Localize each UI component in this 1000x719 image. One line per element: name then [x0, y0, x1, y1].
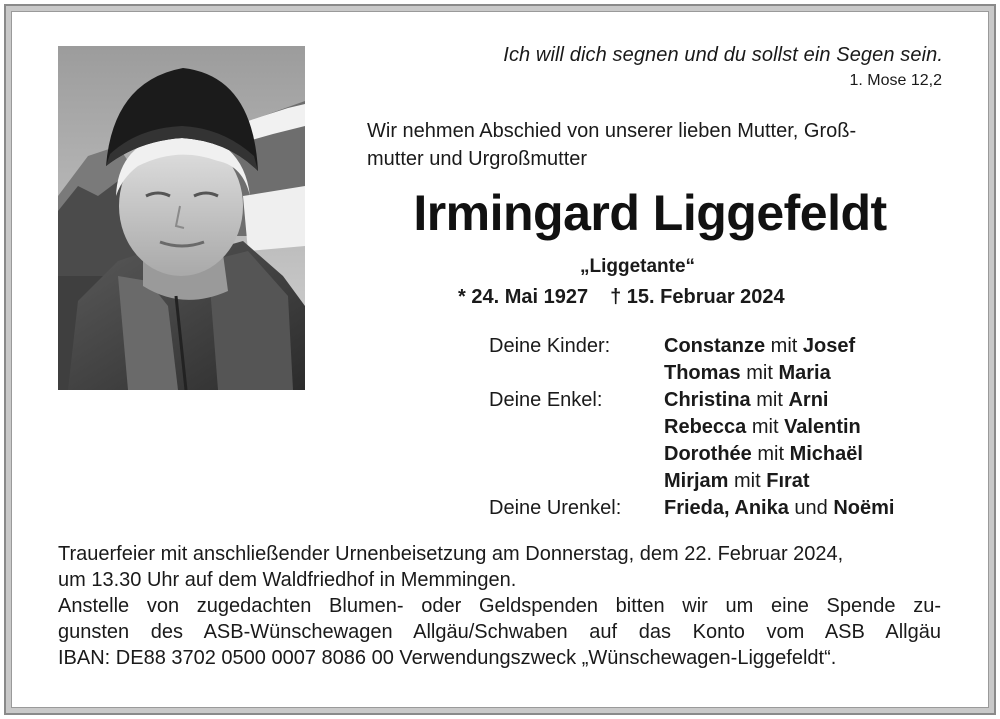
family-connector: mit	[746, 416, 785, 438]
family-connector: mit	[728, 470, 767, 492]
family-row	[489, 495, 894, 522]
intro-text	[367, 117, 947, 173]
family-member-line	[664, 414, 861, 441]
family-member-name: Arni	[788, 389, 829, 411]
family-member-name: Noëmi	[833, 497, 895, 519]
family-connector: mit	[740, 362, 779, 384]
family-member-name: Rebecca	[664, 416, 747, 438]
notice-line: Trauerfeier mit anschließender Urnenbeisetzung am Donnerstag, dem 22. Februar 2024,	[58, 543, 844, 565]
funeral-notice	[58, 541, 941, 671]
family-member-line	[664, 333, 855, 360]
family-row	[489, 387, 894, 414]
family-connector: und	[788, 497, 834, 519]
family-row	[489, 468, 894, 495]
family-list	[489, 333, 894, 522]
notice-line: Anstelle von zugedachten Blumen- oder Geldspenden bitten wir um eine Spende zu-	[58, 595, 941, 617]
family-member-name: Dorothée	[664, 443, 752, 465]
intro-line: mutter und Urgroßmutter	[367, 148, 588, 170]
notice-line: gunsten des ASB-Wünschewagen Allgäu/Schwaben auf das Konto vom ASB Allgäu	[58, 621, 941, 643]
family-member-line	[664, 387, 828, 414]
birth-date: * 24. Mai 1927	[458, 286, 589, 308]
verse-reference: 1. Mose 12,2	[849, 72, 942, 89]
family-row	[489, 414, 894, 441]
family-group-label	[489, 441, 664, 468]
family-member-line	[664, 468, 810, 495]
family-group-label	[489, 414, 664, 441]
family-member-name: Frieda, Anika	[664, 497, 789, 519]
family-row	[489, 360, 894, 387]
family-connector: mit	[751, 443, 790, 465]
intro-line: Wir nehmen Abschied von unserer lieben Mutter, Groß-	[367, 120, 857, 142]
family-connector: mit	[765, 335, 803, 357]
portrait-photo	[58, 46, 305, 390]
notice-line: IBAN: DE88 3702 0500 0007 8086 00 Verwendungszweck „Wünschewagen-Liggefeldt“.	[58, 647, 837, 669]
family-member-name: Valentin	[784, 416, 861, 438]
death-date: † 15. Februar 2024	[610, 286, 785, 308]
bible-verse: Ich will dich segnen und du sollst ein Segen sein.	[503, 44, 943, 66]
family-group-label: Deine Enkel:	[489, 389, 603, 411]
family-row	[489, 441, 894, 468]
family-member-name: Mirjam	[664, 470, 729, 492]
family-group-label	[489, 360, 664, 387]
family-member-name: Constanze	[664, 335, 766, 357]
life-dates	[458, 286, 785, 309]
family-member-line	[664, 360, 831, 387]
family-row	[489, 333, 894, 360]
family-member-name: Maria	[778, 362, 831, 384]
family-member-line	[664, 495, 894, 522]
family-group-label	[489, 468, 664, 495]
deceased-nickname: „Liggetante“	[580, 256, 696, 277]
family-group-label: Deine Urenkel:	[489, 497, 622, 519]
deceased-name: Irmingard Liggefeldt	[413, 185, 887, 241]
family-member-name: Josef	[802, 335, 856, 357]
notice-line: um 13.30 Uhr auf dem Waldfriedhof in Memmingen.	[58, 569, 517, 591]
family-member-name: Michaël	[789, 443, 863, 465]
family-group-label: Deine Kinder:	[489, 335, 611, 357]
family-member-name: Christina	[664, 389, 751, 411]
family-member-name: Fırat	[766, 470, 810, 492]
family-member-line	[664, 441, 863, 468]
family-connector: mit	[750, 389, 789, 411]
family-member-name: Thomas	[664, 362, 741, 384]
